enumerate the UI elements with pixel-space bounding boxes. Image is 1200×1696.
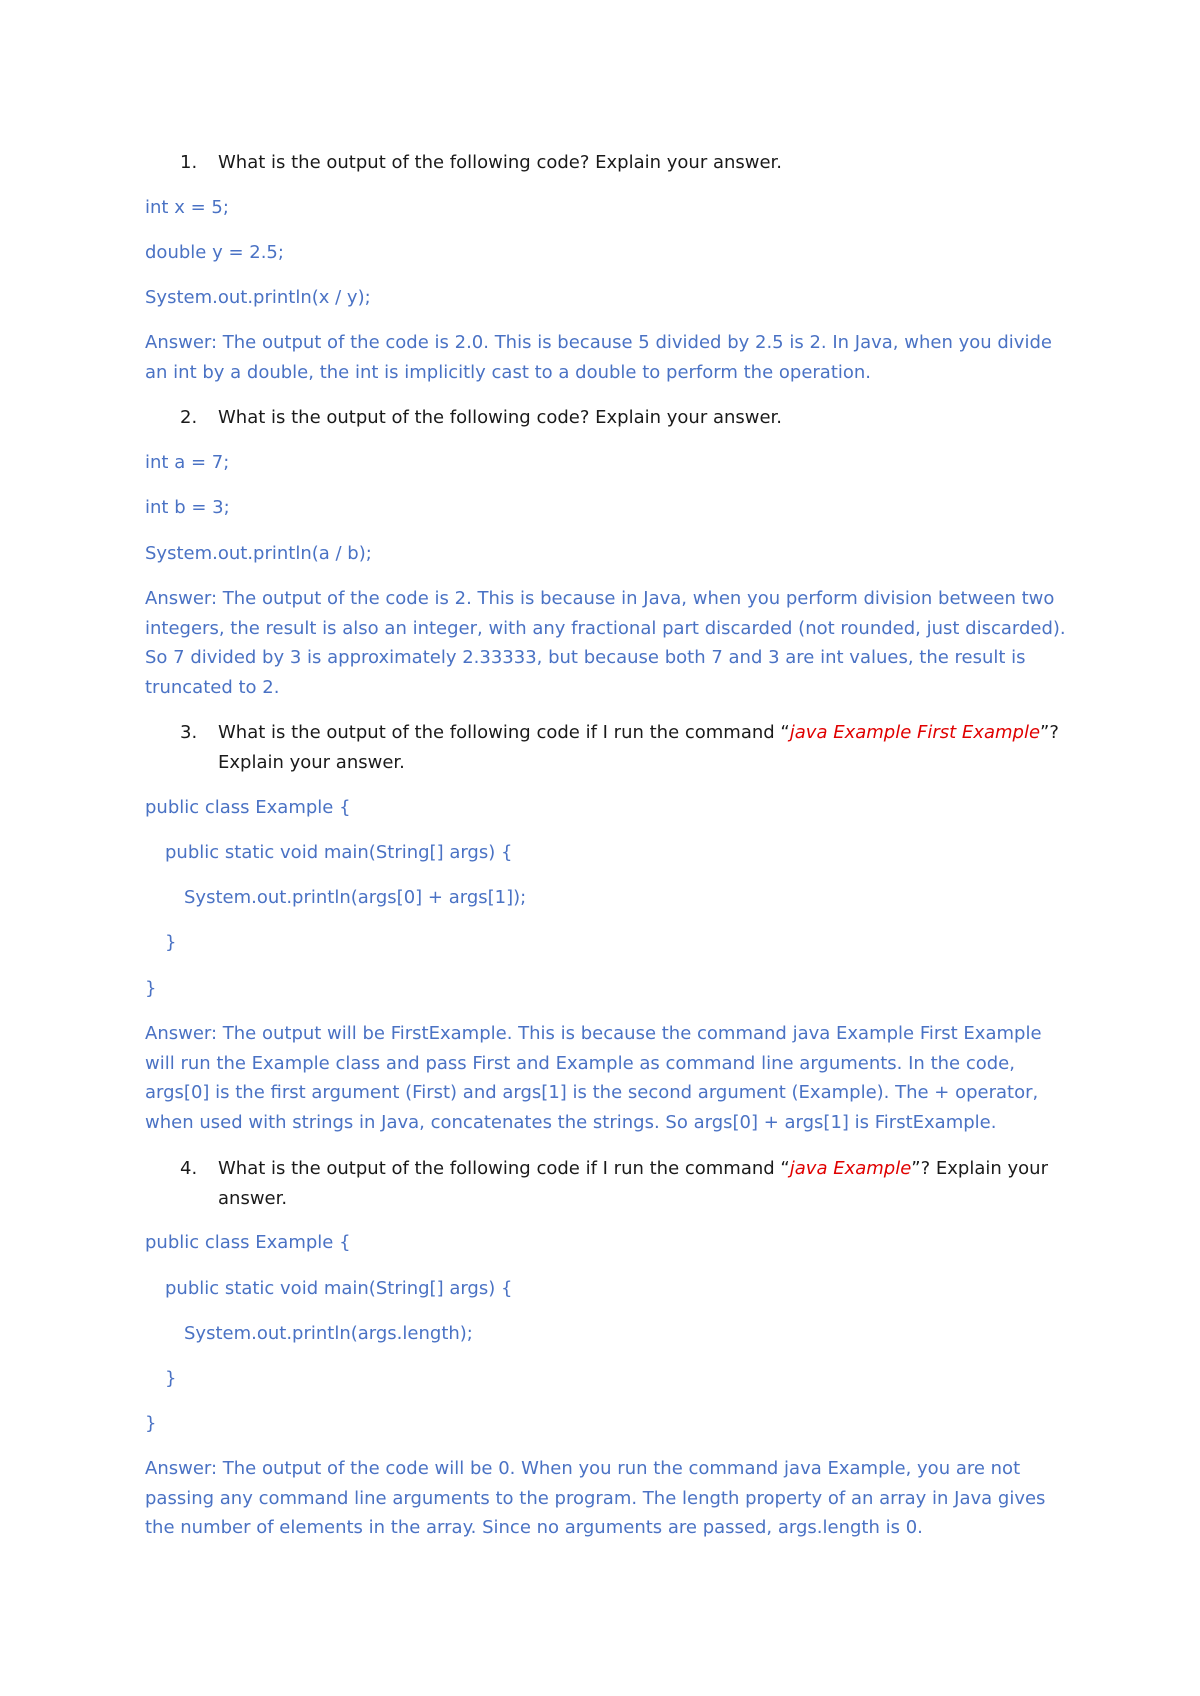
- code-line: double y = 2.5;: [145, 242, 284, 263]
- question-text: What is the output of the following code? Explain your answer.: [218, 407, 783, 428]
- code-line: public class Example {: [145, 797, 351, 818]
- code-line: }: [145, 978, 157, 999]
- answer-2: [145, 584, 1066, 702]
- code-line: }: [165, 932, 177, 953]
- code-line: int x = 5;: [145, 197, 229, 218]
- command-text: java Example: [789, 1158, 912, 1179]
- answer-1: [145, 328, 1052, 387]
- answer-3: [145, 1019, 1042, 1137]
- answer-line: the number of elements in the array. Since no arguments are passed, args.length is 0.: [145, 1517, 923, 1538]
- command-text: java Example First Example: [789, 722, 1041, 743]
- answer-line: Answer: The output will be FirstExample. This is because the command java Example First Example: [145, 1023, 1042, 1044]
- question-number: 3.: [180, 722, 198, 743]
- question-text: What is the output of the following code if I run the command “java Example First Example”? Explain your answer.: [218, 722, 1059, 773]
- answer-line: integers, the result is also an integer, with any fractional part discarded (not rounded, just discarded).: [145, 617, 1066, 639]
- answer-line: an int by a double, the int is implicitly cast to a double to perform the operation.: [145, 361, 872, 383]
- answer-line: Answer: The output of the code is 2. This is because in Java, when you perform division between two: [145, 588, 1055, 609]
- code-line: public static void main(String[] args) {: [165, 842, 513, 863]
- answer-line: args[0] is the first argument (First) and args[1] is the second argument (Example). The + operator,: [145, 1082, 1039, 1103]
- code-line: public class Example {: [145, 1232, 351, 1253]
- answer-line: truncated to 2.: [145, 676, 280, 698]
- answer-line: will run the Example class and pass First and Example as command line arguments. In the code,: [145, 1052, 1015, 1074]
- answer-line: passing any command line arguments to the program. The length property of an array in Java gives: [145, 1487, 1046, 1509]
- code-line: System.out.println(args.length);: [184, 1323, 473, 1344]
- question-text: What is the output of the following code? Explain your answer.: [218, 152, 783, 173]
- code-line: System.out.println(args[0] + args[1]);: [184, 887, 527, 908]
- code-line: System.out.println(x / y);: [145, 287, 371, 308]
- code-line: }: [145, 1413, 157, 1434]
- answer-line: Answer: The output of the code is 2.0. This is because 5 divided by 2.5 is 2. In Java, when you divide: [145, 332, 1052, 353]
- answer-line: So 7 divided by 3 is approximately 2.33333, but because both 7 and 3 are int values, the result is: [145, 647, 1026, 668]
- code-line: int a = 7;: [145, 452, 230, 473]
- code-line: }: [165, 1368, 177, 1389]
- question-text: What is the output of the following code if I run the command “java Example”? Explain your answer.: [218, 1158, 1048, 1209]
- code-line: public static void main(String[] args) {: [165, 1278, 513, 1299]
- answer-line: Answer: The output of the code will be 0. When you run the command java Example, you are not: [145, 1458, 1021, 1479]
- question-number: 1.: [180, 152, 198, 173]
- code-line: int b = 3;: [145, 497, 230, 518]
- answer-line: when used with strings in Java, concatenates the strings. So args[0] + args[1] is FirstExample.: [145, 1111, 997, 1133]
- question-number: 2.: [180, 407, 198, 428]
- question-number: 4.: [180, 1158, 198, 1179]
- answer-4: [145, 1454, 1045, 1543]
- code-line: System.out.println(a / b);: [145, 543, 372, 564]
